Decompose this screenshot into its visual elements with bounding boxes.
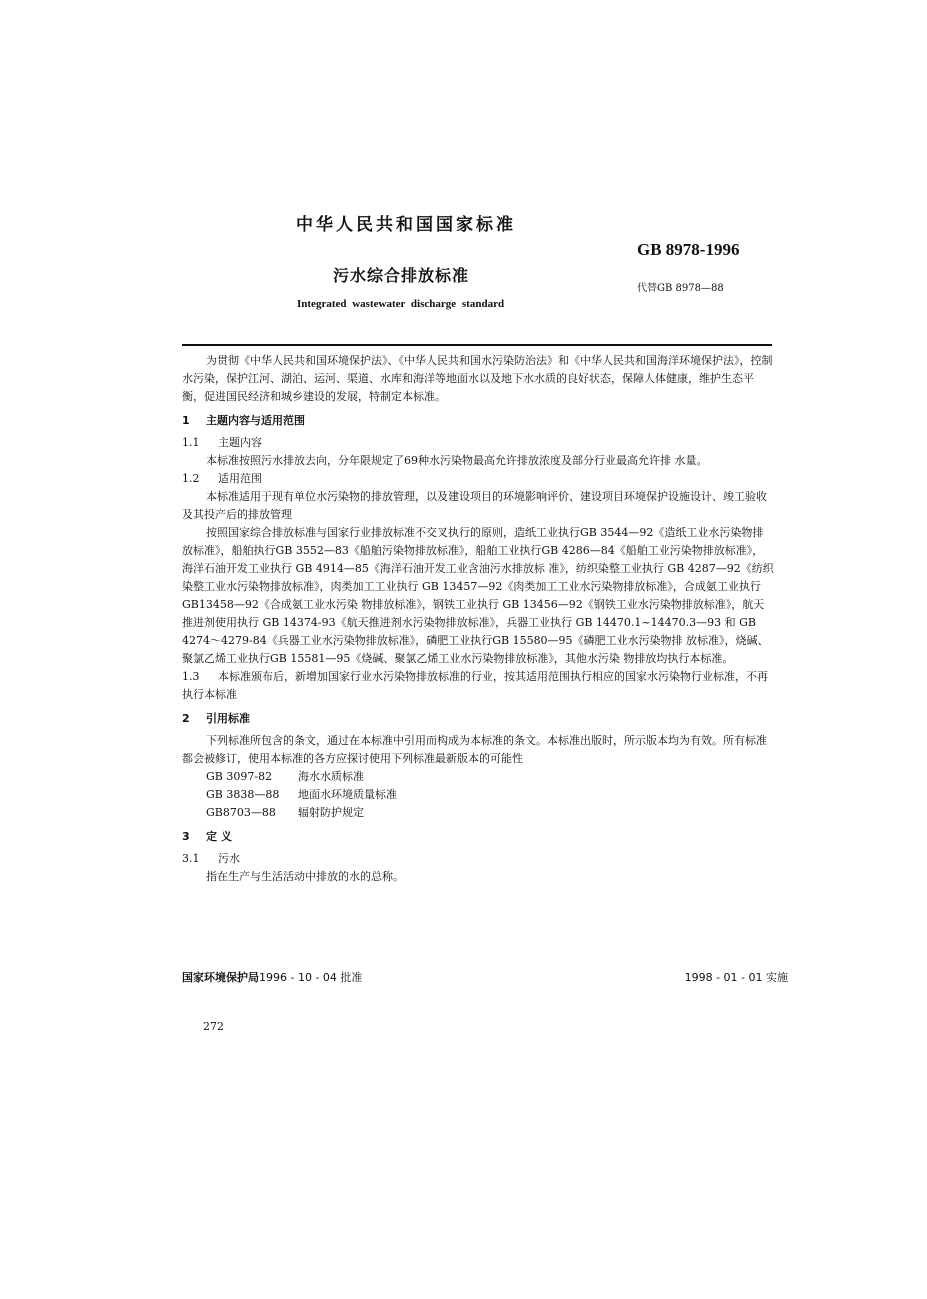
subsection-number: 3.1: [182, 852, 200, 865]
replaces-note: 代替GB 8978—88: [637, 283, 724, 294]
page-number: 272: [203, 1020, 224, 1033]
reference-name: 辐射防护规定: [298, 806, 364, 819]
section-number: 1: [182, 414, 190, 427]
subsection-title: 主题内容: [218, 436, 262, 449]
document-footer: [182, 970, 788, 986]
reference-name: 地面水环境质量标准: [298, 788, 397, 801]
section-2-heading: [182, 710, 774, 728]
subsection-1-2-heading: [182, 470, 774, 488]
reference-code: GB 3838—88: [206, 788, 280, 801]
subsection-number: 1.2: [182, 472, 200, 485]
footer-issuer: 国家环境保护局: [182, 971, 259, 984]
section-number: 3: [182, 830, 190, 843]
subsection-1-2-text: 本标准适用于现有单位水污染物的排放管理，以及建设项目的环境影响评价、建设项目环境保护设施设计、竣工验收及其投产后的排放管理: [182, 490, 767, 521]
reference-name: 海水水质标准: [298, 770, 364, 783]
section-title: 引用标准: [206, 712, 250, 725]
standard-number: GB 8978-1996: [637, 240, 740, 259]
footer-effective-date: 1998 - 01 - 01 实施: [684, 971, 788, 984]
reference-item: [206, 768, 774, 786]
subsection-3-1-heading: [182, 850, 774, 868]
header-rule: [182, 344, 772, 346]
subsection-title: 适用范围: [218, 472, 262, 485]
national-standard-heading: 中华人民共和国国家标准: [296, 215, 516, 235]
reference-item: [206, 786, 774, 804]
section-number: 2: [182, 712, 190, 725]
footer-issued-date: 1996 - 10 - 04 批准: [259, 971, 363, 984]
subsection-1-3: [182, 668, 774, 704]
subsection-3-1-text: 指在生产与生活活动中排放的水的总称。: [206, 870, 404, 883]
reference-code: GB8703—88: [206, 806, 276, 819]
english-title: Integrated wastewater discharge standard: [297, 298, 505, 310]
reference-code: GB 3097-82: [206, 770, 273, 783]
subsection-number: 1.3: [182, 670, 200, 683]
subsection-1-1-text: 本标准按照污水排放去向，分年限规定了69种水污染物最高允许排放浓度及部分行业最高允许排 水量。: [206, 454, 708, 467]
document-body: [182, 352, 774, 886]
section-2-text: 下列标准所包含的条文，通过在本标准中引用而构成为本标准的条文。本标准出版时，所示版本均为有效。所有标准都会被修订，使用本标准的各方应探讨使用下列标准最新版本的可能性: [182, 734, 767, 765]
subsection-1-2-industry-text: 按照国家综合排放标准与国家行业排放标准不交叉执行的原则，造纸工业执行GB 3544—92《造纸工业水污染物排放标准》，船舶执行GB 3552—83《船舶污染物排放标准》，船舶工业执行GB 4286—84《船舶工业污染物排放标准》，海洋石油开发工业执行 GB 4914—85《海洋石油开发工业含油污水排放标 准》，纺织染整工业执行 GB 4287—92《纺织染整工业水污染物排放标准》，肉类加工工业执行 GB 13457—92《肉类加工工业水污染物排放标准》，合成氨工业执行GB13458—92《合成氨工业水污染 物排放标准》，钢铁工业执行 GB 13456—92《钢铁工业水污染物排放标准》，航天推进剂使用执行 GB 14374-93《航天推进剂水污染物排放标准》，兵器工业执行 GB 14470.1~14470.3—93 和 GB 4274～4279-84《兵器工业水污染物排放标准》，磷肥工业执行GB 15580—95《磷肥工业水污染物排 放标准》，烧碱、聚氯乙烯工业执行GB 15581—95《烧碱、聚氯乙烯工业水污染物排放标准》，其他水污染 物排放均执行本标准。: [182, 526, 774, 665]
subsection-title: 污水: [218, 852, 240, 865]
subsection-1-3-text: 本标准颁布后，新增加国家行业水污染物排放标准的行业，按其适用范围执行相应的国家水污染物行业标准，不再执行本标准: [182, 670, 768, 701]
reference-item: [206, 804, 774, 822]
section-title: 定 义: [206, 830, 232, 843]
subsection-1-1-heading: [182, 434, 774, 452]
section-1-heading: [182, 412, 774, 430]
section-title: 主题内容与适用范围: [206, 414, 305, 427]
footer-issue: [182, 971, 362, 984]
intro-paragraph: 为贯彻《中华人民共和国环境保护法》、《中华人民共和国水污染防治法》和《中华人民共和国海洋环境保护法》，控制水污染，保护江河、湖泊、运河、渠道、水库和海洋等地面水以及地下水水质的良好状态，保障人体健康，维护生态平衡，促进国民经济和城乡建设的发展，特制定本标准。: [182, 354, 773, 403]
section-3-heading: [182, 828, 774, 846]
subsection-number: 1.1: [182, 436, 200, 449]
document-title: 污水综合排放标准: [333, 266, 470, 285]
